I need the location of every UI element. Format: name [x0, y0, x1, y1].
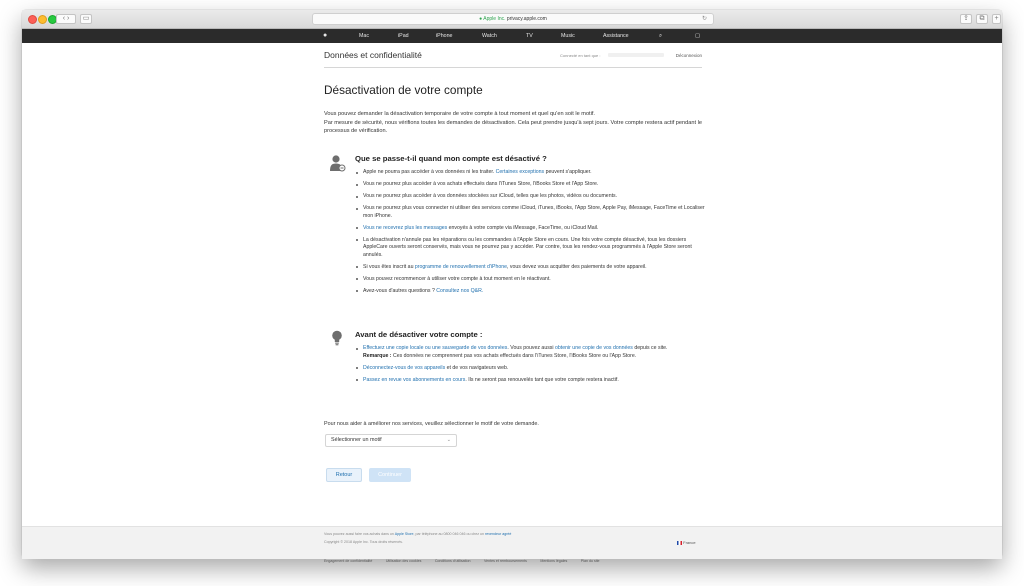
nav-item-music[interactable]: Music	[561, 33, 575, 39]
browser-toolbar	[22, 10, 1002, 29]
nav-item-mac[interactable]: Mac	[359, 33, 370, 39]
signout-devices-link[interactable]: Déconnectez-vous de vos appareils	[363, 364, 446, 371]
nav-item-ipad[interactable]: iPad	[398, 33, 409, 39]
sidebar-toggle-icon[interactable]: ▭	[80, 14, 92, 24]
list-item: Apple ne pourra pas accéder à vos données ni les traiter. Certaines exceptions peuvent s'appliquer.	[355, 169, 705, 177]
signout-link[interactable]: Déconnexion	[675, 53, 702, 58]
footer-link[interactable]: Plan du site	[580, 559, 600, 563]
country-label: France	[683, 540, 696, 545]
list-item: Vous ne recevrez plus les messages envoyés à votre compte via iMessage, FaceTime, ou iCloud Mail.	[355, 225, 705, 233]
reason-select[interactable]	[325, 434, 457, 447]
exceptions-link[interactable]: Certaines exceptions	[495, 169, 545, 175]
bag-icon[interactable]: ▢	[695, 33, 701, 39]
url-domain: privacy.apple.com	[506, 16, 547, 22]
faq-link[interactable]: Consultez nos Q&R.	[436, 287, 484, 294]
chevron-down-icon: ⌄	[446, 437, 451, 443]
back-button[interactable]: Retour	[326, 468, 362, 482]
global-nav	[22, 29, 1002, 43]
share-icon[interactable]: ⇪	[960, 14, 972, 24]
intro-paragraph-1: Vous pouvez demander la désactivation temporaire de votre compte à tout moment et quel qu'en soit le motif.	[324, 111, 595, 117]
list-item: Avez-vous d'autres questions ? Consultez nos Q&R.	[355, 288, 705, 296]
iphone-upgrade-link[interactable]: programme de renouvellement d'iPhone	[414, 263, 508, 270]
browser-window	[22, 10, 1002, 563]
country-selector[interactable]	[677, 540, 696, 545]
page-title: Désactivation de votre compte	[324, 83, 483, 97]
back-forward-buttons[interactable]: ‹ ›	[56, 14, 76, 24]
close-window-icon[interactable]	[28, 15, 37, 24]
before-deactivation-list	[355, 345, 705, 389]
nav-item-assistance[interactable]: Assistance	[603, 33, 629, 39]
list-item: Passez en revue vos abonnements en cours. Ils ne seront pas renouvelés tant que votre compte restera inactif.	[355, 377, 705, 385]
local-nav-title[interactable]: Données et confidentialité	[324, 50, 422, 60]
list-item: Si vous êtes inscrit au programme de renouvellement d'iPhone, vous devez vous acquitter des paiements de votre appareil.	[355, 264, 705, 272]
redacted-account	[608, 53, 664, 57]
lightbulb-icon	[331, 330, 343, 346]
new-tab-icon[interactable]: +	[992, 14, 1001, 24]
review-subscriptions-link[interactable]: Passez en revue vos abonnements en cours	[363, 376, 466, 383]
footer-shop-line: Vous pouvez aussi faire vos achats dans un Apple Store, par téléphone au 0800 046 046 ou chez un revendeur agréé	[324, 532, 512, 536]
footer-links	[324, 549, 609, 567]
footer	[22, 526, 1002, 563]
nav-item-watch[interactable]: Watch	[482, 33, 497, 39]
footer-link[interactable]: Utilisation des cookies	[385, 559, 422, 563]
list-item: Vous pouvez recommencer à utiliser votre compte à tout moment en le réactivant.	[355, 276, 705, 284]
section-before-title: Avant de désactiver votre compte :	[355, 330, 483, 339]
flag-icon	[677, 541, 682, 545]
copyright: Copyright © 2018 Apple Inc. Tous droits réservés.	[324, 540, 403, 544]
backup-data-link[interactable]: Effectuez une copie locale ou une sauvegarde de vos données	[363, 345, 508, 351]
nav-item-iphone[interactable]: iPhone	[436, 33, 453, 39]
lock-icon: ●	[479, 16, 483, 22]
list-item: Vous ne pourrez plus vous connecter ni utiliser des services comme iCloud, iTunes, iBooks, l'App Store, Apple Pay, iMessage, FaceTime et Localiser mon iPhone.	[355, 205, 705, 220]
footer-link[interactable]: Mentions légales	[540, 559, 568, 563]
footer-link[interactable]: Engagement de confidentialité	[324, 559, 373, 563]
list-item: Vous ne pourrez plus accéder à vos achats effectués dans l'iTunes Store, l'iBooks Store et l'App Store.	[355, 181, 705, 189]
deactivation-consequences-list	[355, 169, 705, 300]
minimize-window-icon[interactable]	[38, 15, 47, 24]
reason-select-value: Sélectionner un motif	[331, 437, 382, 443]
intro-text	[324, 110, 702, 136]
footer-link[interactable]: Conditions d'utilisation	[434, 559, 471, 563]
tabs-overview-icon[interactable]: ⧉	[976, 14, 988, 24]
user-deactivated-icon	[329, 154, 345, 172]
local-nav	[324, 43, 702, 68]
search-icon[interactable]: ⌕	[659, 33, 662, 39]
reload-icon[interactable]: ↻	[701, 16, 707, 22]
list-item: Déconnectez-vous de vos appareils et de vos navigateurs web.	[355, 365, 705, 373]
footer-link[interactable]: Ventes et remboursements	[483, 559, 527, 563]
list-item: Vous ne pourrez plus accéder à vos données stockées sur iCloud, telles que les photos, vidéos ou documents.	[355, 193, 705, 201]
list-item: La désactivation n'annule pas les réparations ou les commandes à l'Apple Store en cours. Une fois votre compte désactivé, tous les dossiers AppleCare ouverts seront conservés, mais vous ne pourrez pas y accéder. Par contre, tous les rendez-vous programmés à l'Apple Store seront annulés.	[355, 237, 705, 260]
url-site-label: Apple Inc.	[483, 16, 506, 22]
reason-help-text: Pour nous aider à améliorer nos services, veuillez sélectionner le motif de votre demande.	[324, 421, 539, 427]
messages-link[interactable]: Vous ne recevrez plus les messages	[363, 224, 448, 231]
signed-in-label: Connecté en tant que :	[560, 53, 601, 58]
section-deactivated-title: Que se passe-t-il quand mon compte est désactivé ?	[355, 154, 547, 163]
get-data-copy-link[interactable]: obtenir une copie de vos données	[555, 345, 633, 351]
continue-button[interactable]: Continuer	[369, 468, 411, 482]
intro-paragraph-2: Par mesure de sécurité, nous vérifions toutes les demandes de désactivation. Cela peut prendre jusqu'à sept jours. Votre compte restera actif pendant le processus de vérification.	[324, 119, 702, 134]
address-bar[interactable]	[312, 13, 714, 25]
list-item: Effectuez une copie locale ou une sauvegarde de vos données. Vous pouvez aussi obtenir une copie de vos données depuis ce site. Remarque : Ces données ne comprennent pas vos achats effectués dans l'iTunes Store, l'iBooks Store ou l'App Store.	[355, 345, 705, 360]
apple-store-link[interactable]: Apple Store	[394, 532, 414, 536]
apple-logo-icon[interactable]: ●	[323, 32, 328, 39]
nav-item-tv[interactable]: TV	[526, 33, 533, 39]
reseller-link[interactable]: revendeur agréé	[485, 532, 512, 536]
